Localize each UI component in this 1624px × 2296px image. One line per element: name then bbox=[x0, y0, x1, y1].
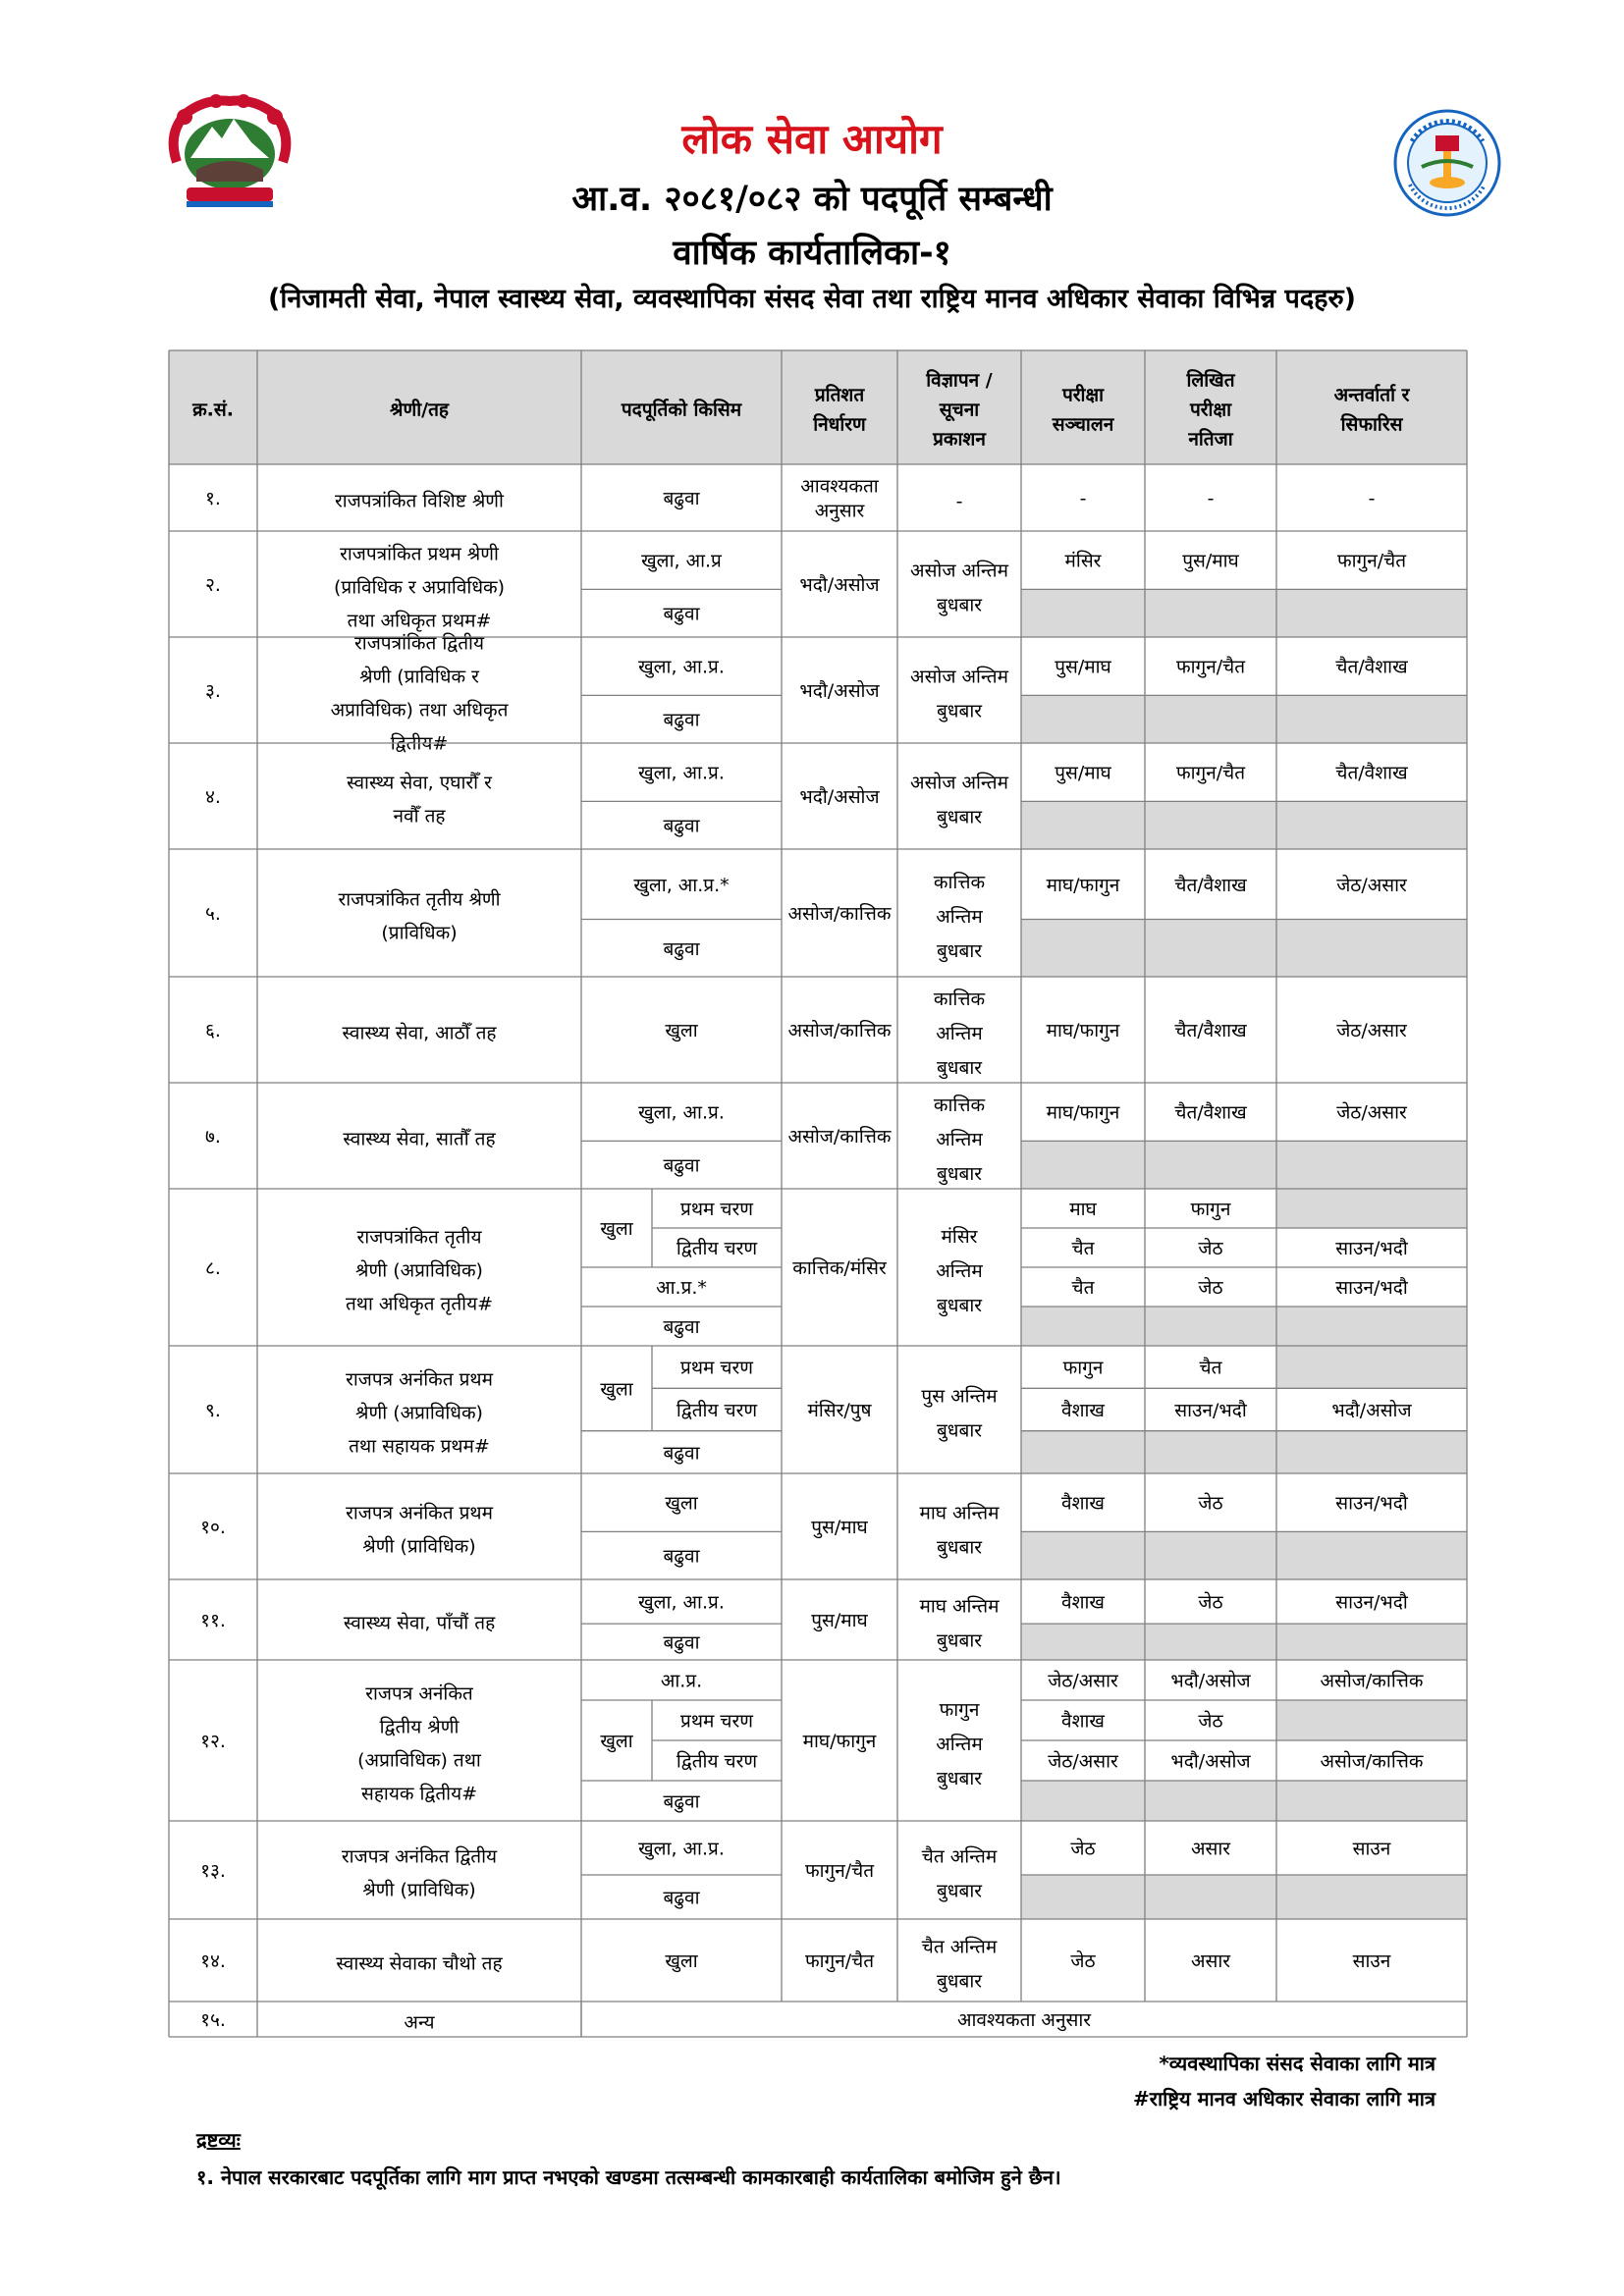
row-type: आ.प्र. bbox=[660, 1670, 703, 1692]
cell-shade bbox=[1021, 1781, 1145, 1821]
row-percent: भदौ/असोज bbox=[799, 680, 880, 703]
row-exam: पुस/माघ bbox=[1055, 762, 1111, 784]
row-exam: चैत bbox=[1071, 1277, 1095, 1300]
row-type: खुला, आ.प्र bbox=[641, 550, 722, 572]
row-interview: चैत/वैशाख bbox=[1335, 762, 1408, 784]
row-ad: कात्तिक bbox=[933, 1094, 986, 1116]
row-percent: आवश्यकता bbox=[800, 475, 879, 498]
row-percent: फागुन/चैत bbox=[804, 1860, 875, 1883]
row-ad: अन्तिम bbox=[936, 1733, 983, 1755]
row-result: फागुन/चैत bbox=[1175, 762, 1246, 784]
cell-shade bbox=[1276, 801, 1467, 849]
row-ad: कात्तिक bbox=[933, 871, 986, 893]
row-level: (प्राविधिक) bbox=[381, 922, 458, 944]
row-level: (अप्राविधिक) तथा bbox=[357, 1749, 481, 1772]
schedule-table bbox=[169, 350, 1469, 2034]
row-sn: ९. bbox=[205, 1400, 221, 1422]
row-type: द्वितीय चरण bbox=[676, 1400, 758, 1422]
row-level: राजपत्रांकित विशिष्ट श्रेणी bbox=[335, 490, 504, 512]
row-type: बढुवा bbox=[663, 815, 700, 837]
row-type: बढुवा bbox=[663, 1631, 700, 1654]
row-percent: माघ/फागुन bbox=[802, 1731, 877, 1753]
row-type: बढुवा bbox=[663, 1887, 700, 1909]
row-ad: कात्तिक bbox=[933, 988, 986, 1010]
row-percent: मंसिर/पुष bbox=[807, 1400, 872, 1422]
row-level: स्वास्थ्य सेवाका चौथो तह bbox=[336, 1952, 503, 1975]
row-percent: असोज/कात्तिक bbox=[787, 1020, 892, 1042]
row-sn: १३. bbox=[200, 1860, 226, 1883]
page-subtitle: आ.व. २०८१/०८२ को पदपूर्ति सम्बन्धी bbox=[571, 180, 1053, 219]
row-ad: बुधबार bbox=[936, 1629, 983, 1652]
cell-shade bbox=[1145, 695, 1276, 743]
row-type: प्रथम चरण bbox=[680, 1199, 753, 1221]
row-ad: बुधबार bbox=[936, 1056, 983, 1079]
row-result: फागुन bbox=[1190, 1199, 1231, 1221]
row-ad: अन्तिम bbox=[936, 905, 983, 928]
row-type: खुला, आ.प्र. bbox=[638, 656, 725, 678]
row-ad: चैत अन्तिम bbox=[921, 1936, 998, 1958]
row-ad: असोज अन्तिम bbox=[910, 772, 1008, 794]
cell-shade bbox=[1145, 1781, 1276, 1821]
row-exam: जेठ/असार bbox=[1048, 1750, 1118, 1773]
row-level: श्रेणी (अप्राविधिक) bbox=[355, 1402, 483, 1424]
row-sn: १२. bbox=[200, 1731, 226, 1753]
row-result: फागुन/चैत bbox=[1175, 656, 1246, 678]
row-sn: ११. bbox=[200, 1610, 226, 1632]
cell-shade bbox=[1145, 1875, 1276, 1919]
cell-shade bbox=[1276, 1307, 1467, 1346]
row-type: आ.प्र.* bbox=[656, 1277, 707, 1300]
row-level: तथा अधिकृत तृतीय# bbox=[345, 1293, 494, 1315]
cell-shade bbox=[1276, 1781, 1467, 1821]
row-sn: ५. bbox=[205, 903, 221, 926]
row-type: बढुवा bbox=[663, 488, 700, 510]
row-sn: ४. bbox=[205, 786, 221, 809]
cell-shade bbox=[1276, 1346, 1467, 1388]
row-group: खुला bbox=[600, 1218, 633, 1241]
row-result: जेठ bbox=[1198, 1277, 1223, 1300]
row-type: खुला, आ.प्र.* bbox=[633, 874, 730, 896]
row-type: खुला bbox=[665, 1020, 698, 1042]
row-ad: असोज अन्तिम bbox=[910, 560, 1008, 582]
row-result: साउन/भदौ bbox=[1174, 1400, 1247, 1422]
row-level: श्रेणी (प्राविधिक र bbox=[359, 666, 479, 688]
row-type: बढुवा bbox=[663, 1790, 700, 1813]
cell-shade bbox=[1276, 589, 1467, 637]
row-exam: वैशाख bbox=[1061, 1400, 1105, 1422]
row-result: जेठ bbox=[1198, 1710, 1223, 1733]
row-result: चैत/वैशाख bbox=[1174, 1101, 1247, 1124]
row-level: स्वास्थ्य सेवा, पाँचौं तह bbox=[343, 1612, 496, 1634]
cell-shade bbox=[1021, 1431, 1145, 1473]
row-exam: जेठ/असार bbox=[1048, 1670, 1118, 1692]
row-ad: बुधबार bbox=[936, 1294, 983, 1316]
row-exam: वैशाख bbox=[1061, 1492, 1105, 1515]
row-level: अन्य bbox=[404, 2011, 435, 2034]
row-exam: वैशाख bbox=[1061, 1591, 1105, 1614]
row-sn: ७. bbox=[205, 1126, 221, 1148]
row-ad: बुधबार bbox=[936, 1970, 983, 1993]
cell-shade bbox=[1276, 1431, 1467, 1473]
row-result: असार bbox=[1190, 1838, 1231, 1860]
row-result: चैत/वैशाख bbox=[1174, 874, 1247, 896]
row-interview: चैत/वैशाख bbox=[1335, 656, 1408, 678]
row-ad: फागुन bbox=[939, 1698, 980, 1721]
column-header: नतिजा bbox=[1188, 428, 1233, 451]
row-level: श्रेणी (प्राविधिक) bbox=[362, 1879, 476, 1901]
row-ad: अन्तिम bbox=[936, 1259, 983, 1282]
row-ad: माघ अन्तिम bbox=[919, 1595, 1000, 1618]
column-header: विज्ञापन / bbox=[926, 369, 993, 392]
row-level: राजपत्रांकित द्वितीय bbox=[354, 632, 484, 655]
cell-shade bbox=[1021, 1875, 1145, 1919]
row-type: खुला bbox=[665, 1950, 698, 1973]
row-ad: बुधबार bbox=[936, 806, 983, 828]
cell-shade bbox=[1276, 1189, 1467, 1228]
column-header: सिफारिस bbox=[1340, 413, 1403, 436]
row-ad: बुधबार bbox=[936, 939, 983, 962]
note-item: १. नेपाल सरकारबाट पदपूर्तिका लागि माग प्राप्त नभएको खण्डमा तत्सम्बन्धी कामकारबाही कार्यतालिका बमोजिम हुने छैन। bbox=[196, 2165, 1061, 2189]
row-ad: बुधबार bbox=[936, 1767, 983, 1789]
row-result: असार bbox=[1190, 1950, 1231, 1973]
row-result: जेठ bbox=[1198, 1238, 1223, 1260]
row-level: तथा सहायक प्रथम# bbox=[349, 1435, 490, 1458]
row-type: बढुवा bbox=[663, 1545, 700, 1568]
row-interview: जेठ/असार bbox=[1336, 874, 1407, 896]
cell-shade bbox=[1021, 1141, 1145, 1189]
table-header-bg bbox=[169, 350, 1467, 464]
row-ad: बुधबार bbox=[936, 700, 983, 722]
row-level: तथा अधिकृत प्रथम# bbox=[347, 610, 492, 632]
row-result: जेठ bbox=[1198, 1492, 1223, 1515]
row-exam: मंसिर bbox=[1064, 550, 1102, 572]
scope-line: (निजामती सेवा, नेपाल स्वास्थ्य सेवा, व्यवस्थापिका संसद सेवा तथा राष्ट्रिय मानव अधिकार सेवाका विभिन्न पदहरु) bbox=[267, 284, 1357, 314]
cell-shade bbox=[1145, 801, 1276, 849]
column-header: अन्तर्वार्ता र bbox=[1333, 384, 1410, 406]
cell-shade bbox=[1276, 1624, 1467, 1660]
row-type: बढुवा bbox=[663, 1154, 700, 1177]
column-header: क्र.सं. bbox=[192, 399, 234, 421]
row-type: खुला, आ.प्र. bbox=[638, 1591, 725, 1614]
cell-shade bbox=[1276, 695, 1467, 743]
column-header: सूचना bbox=[939, 399, 980, 421]
row-level: सहायक द्वितीय# bbox=[360, 1783, 478, 1805]
row-sn: १०. bbox=[200, 1517, 226, 1539]
row-sn: १४. bbox=[200, 1950, 226, 1973]
row-result: पुस/माघ bbox=[1182, 550, 1239, 572]
column-header: प्रकाशन bbox=[933, 428, 986, 451]
row-percent: अनुसार bbox=[814, 500, 865, 522]
row-interview: भदौ/असोज bbox=[1331, 1400, 1412, 1422]
row-level: राजपत्र अनंकित bbox=[365, 1682, 473, 1705]
row-exam: चैत bbox=[1071, 1238, 1095, 1260]
row-exam: वैशाख bbox=[1061, 1710, 1105, 1733]
cell-shade bbox=[1145, 1624, 1276, 1660]
row-level: राजपत्र अनंकित द्वितीय bbox=[341, 1845, 498, 1868]
column-header: पदपूर्तिको किसिम bbox=[621, 399, 742, 421]
column-header: परीक्षा bbox=[1061, 384, 1105, 406]
cell-shade bbox=[1145, 1531, 1276, 1579]
row-type: बढुवा bbox=[663, 1316, 700, 1339]
cell-shade bbox=[1021, 801, 1145, 849]
row-interview: - bbox=[1368, 488, 1376, 510]
row-ad: अन्तिम bbox=[936, 1022, 983, 1044]
row-exam: जेठ bbox=[1070, 1838, 1096, 1860]
footnote-hash: #राष्ट्रिय मानव अधिकार सेवाका लागि मात्र bbox=[1133, 2087, 1435, 2110]
row-level: श्रेणी (प्राविधिक) bbox=[362, 1535, 476, 1558]
row-level: श्रेणी (अप्राविधिक) bbox=[355, 1259, 483, 1282]
row-interview: असोज/कात्तिक bbox=[1320, 1670, 1424, 1692]
row-exam: माघ/फागुन bbox=[1046, 1020, 1120, 1042]
row-level: स्वास्थ्य सेवा, आठौँ तह bbox=[342, 1022, 497, 1044]
row-ad: पुस अन्तिम bbox=[921, 1385, 998, 1408]
cell-shade bbox=[1021, 1307, 1145, 1346]
row-interview: असोज/कात्तिक bbox=[1320, 1750, 1424, 1773]
row-level: (प्राविधिक र अप्राविधिक) bbox=[333, 576, 506, 599]
column-header: निर्धारण bbox=[813, 413, 866, 436]
row-level: अप्राविधिक) तथा अधिकृत bbox=[330, 699, 509, 721]
row-ad: बुधबार bbox=[936, 1419, 983, 1442]
column-header: परीक्षा bbox=[1189, 399, 1232, 421]
row-type: बढुवा bbox=[663, 603, 700, 625]
row-result: भदौ/असोज bbox=[1170, 1670, 1251, 1692]
cell-shade bbox=[1021, 695, 1145, 743]
row-level: राजपत्रांकित तृतीय bbox=[356, 1226, 482, 1249]
row-level: द्वितीय# bbox=[390, 732, 449, 755]
column-header: श्रेणी/तह bbox=[390, 399, 449, 421]
row-ad: मंसिर bbox=[941, 1225, 978, 1248]
row-type: खुला, आ.प्र. bbox=[638, 1101, 725, 1124]
row-percent: असोज/कात्तिक bbox=[787, 1126, 892, 1148]
cell-shade bbox=[1145, 1431, 1276, 1473]
row-percent: असोज/कात्तिक bbox=[787, 903, 892, 926]
cell-shade bbox=[1021, 1624, 1145, 1660]
row-merged: आवश्यकता अनुसार bbox=[956, 2009, 1092, 2032]
row-exam: पुस/माघ bbox=[1055, 656, 1111, 678]
row-type: बढुवा bbox=[663, 709, 700, 731]
row-percent: पुस/माघ bbox=[811, 1610, 868, 1632]
row-level: स्वास्थ्य सेवा, सातौँ तह bbox=[343, 1128, 496, 1150]
row-ad: बुधबार bbox=[936, 1162, 983, 1185]
cell-shade bbox=[1145, 920, 1276, 978]
footnote-star: *व्यवस्थापिका संसद सेवाका लागि मात्र bbox=[1159, 2052, 1435, 2075]
cell-shade bbox=[1276, 1531, 1467, 1579]
row-type: द्वितीय चरण bbox=[676, 1750, 758, 1773]
row-percent: भदौ/असोज bbox=[799, 574, 880, 597]
row-sn: १. bbox=[205, 488, 221, 510]
row-interview: साउन/भदौ bbox=[1335, 1492, 1408, 1515]
row-sn: ३. bbox=[205, 680, 221, 703]
cell-shade bbox=[1276, 920, 1467, 978]
row-interview: साउन bbox=[1352, 1838, 1391, 1860]
row-sn: १५. bbox=[200, 2009, 226, 2032]
row-exam: - bbox=[1079, 488, 1087, 510]
row-type: बढुवा bbox=[663, 937, 700, 960]
row-group: खुला bbox=[600, 1731, 633, 1753]
row-ad: चैत अन्तिम bbox=[921, 1845, 998, 1868]
row-type: द्वितीय चरण bbox=[676, 1238, 758, 1260]
row-interview: साउन bbox=[1352, 1950, 1391, 1973]
row-interview: साउन/भदौ bbox=[1335, 1238, 1408, 1260]
row-result: - bbox=[1207, 488, 1215, 510]
row-ad: अन्तिम bbox=[936, 1128, 983, 1150]
row-type: खुला bbox=[665, 1492, 698, 1515]
row-interview: साउन/भदौ bbox=[1335, 1591, 1408, 1614]
row-level: स्वास्थ्य सेवा, एघारौँ र bbox=[347, 772, 492, 794]
row-percent: भदौ/असोज bbox=[799, 786, 880, 809]
row-interview: जेठ/असार bbox=[1336, 1020, 1407, 1042]
cell-shade bbox=[1021, 1531, 1145, 1579]
row-result: चैत bbox=[1199, 1357, 1222, 1379]
cell-shade bbox=[1145, 1141, 1276, 1189]
row-result: जेठ bbox=[1198, 1591, 1223, 1614]
cell-shade bbox=[1021, 920, 1145, 978]
cell-shade bbox=[1276, 1875, 1467, 1919]
row-exam: फागुन bbox=[1062, 1357, 1104, 1379]
notes-heading: द्रष्टव्यः bbox=[196, 2128, 241, 2152]
row-ad: - bbox=[955, 490, 963, 512]
row-ad: बुधबार bbox=[936, 1536, 983, 1559]
row-type: बढुवा bbox=[663, 1442, 700, 1465]
row-exam: माघ bbox=[1069, 1199, 1097, 1221]
row-result: चैत/वैशाख bbox=[1174, 1020, 1247, 1042]
row-ad: बुधबार bbox=[936, 594, 983, 616]
row-level: राजपत्र अनंकित प्रथम bbox=[346, 1368, 493, 1391]
row-level: राजपत्र अनंकित प्रथम bbox=[346, 1502, 493, 1524]
row-exam: माघ/फागुन bbox=[1046, 874, 1120, 896]
row-ad: माघ अन्तिम bbox=[919, 1502, 1000, 1524]
row-level: राजपत्रांकित प्रथम श्रेणी bbox=[340, 543, 499, 565]
row-sn: ६. bbox=[205, 1020, 221, 1042]
row-interview: फागुन/चैत bbox=[1336, 550, 1407, 572]
row-interview: जेठ/असार bbox=[1336, 1101, 1407, 1124]
row-ad: असोज अन्तिम bbox=[910, 666, 1008, 688]
column-header: लिखित bbox=[1186, 369, 1235, 392]
cell-shade bbox=[1145, 589, 1276, 637]
cell-shade bbox=[1145, 1307, 1276, 1346]
cell-shade bbox=[1021, 589, 1145, 637]
row-group: खुला bbox=[600, 1378, 633, 1401]
row-type: प्रथम चरण bbox=[680, 1710, 753, 1733]
row-percent: फागुन/चैत bbox=[804, 1950, 875, 1973]
cell-shade bbox=[1276, 1141, 1467, 1189]
row-percent: कात्तिक/मंसिर bbox=[792, 1257, 887, 1280]
row-exam: माघ/फागुन bbox=[1046, 1101, 1120, 1124]
row-sn: २. bbox=[205, 574, 221, 597]
row-type: प्रथम चरण bbox=[680, 1357, 753, 1379]
schedule-title: वार्षिक कार्यतालिका-१ bbox=[673, 234, 951, 273]
row-level: द्वितीय श्रेणी bbox=[379, 1716, 460, 1738]
row-level: नवौँ तह bbox=[393, 805, 446, 828]
row-result: भदौ/असोज bbox=[1170, 1750, 1251, 1773]
column-header: सञ्चालन bbox=[1052, 413, 1114, 436]
row-interview: साउन/भदौ bbox=[1335, 1277, 1408, 1300]
cell-shade bbox=[1276, 1700, 1467, 1740]
row-type: खुला, आ.प्र. bbox=[638, 762, 725, 784]
page-title: लोक सेवा आयोग bbox=[681, 115, 943, 163]
row-exam: जेठ bbox=[1070, 1950, 1096, 1973]
column-header: प्रतिशत bbox=[814, 384, 865, 406]
row-ad: बुधबार bbox=[936, 1880, 983, 1902]
row-sn: ८. bbox=[205, 1257, 221, 1280]
row-percent: पुस/माघ bbox=[811, 1517, 868, 1539]
row-level: राजपत्रांकित तृतीय श्रेणी bbox=[338, 888, 501, 911]
row-type: खुला, आ.प्र. bbox=[638, 1838, 725, 1860]
